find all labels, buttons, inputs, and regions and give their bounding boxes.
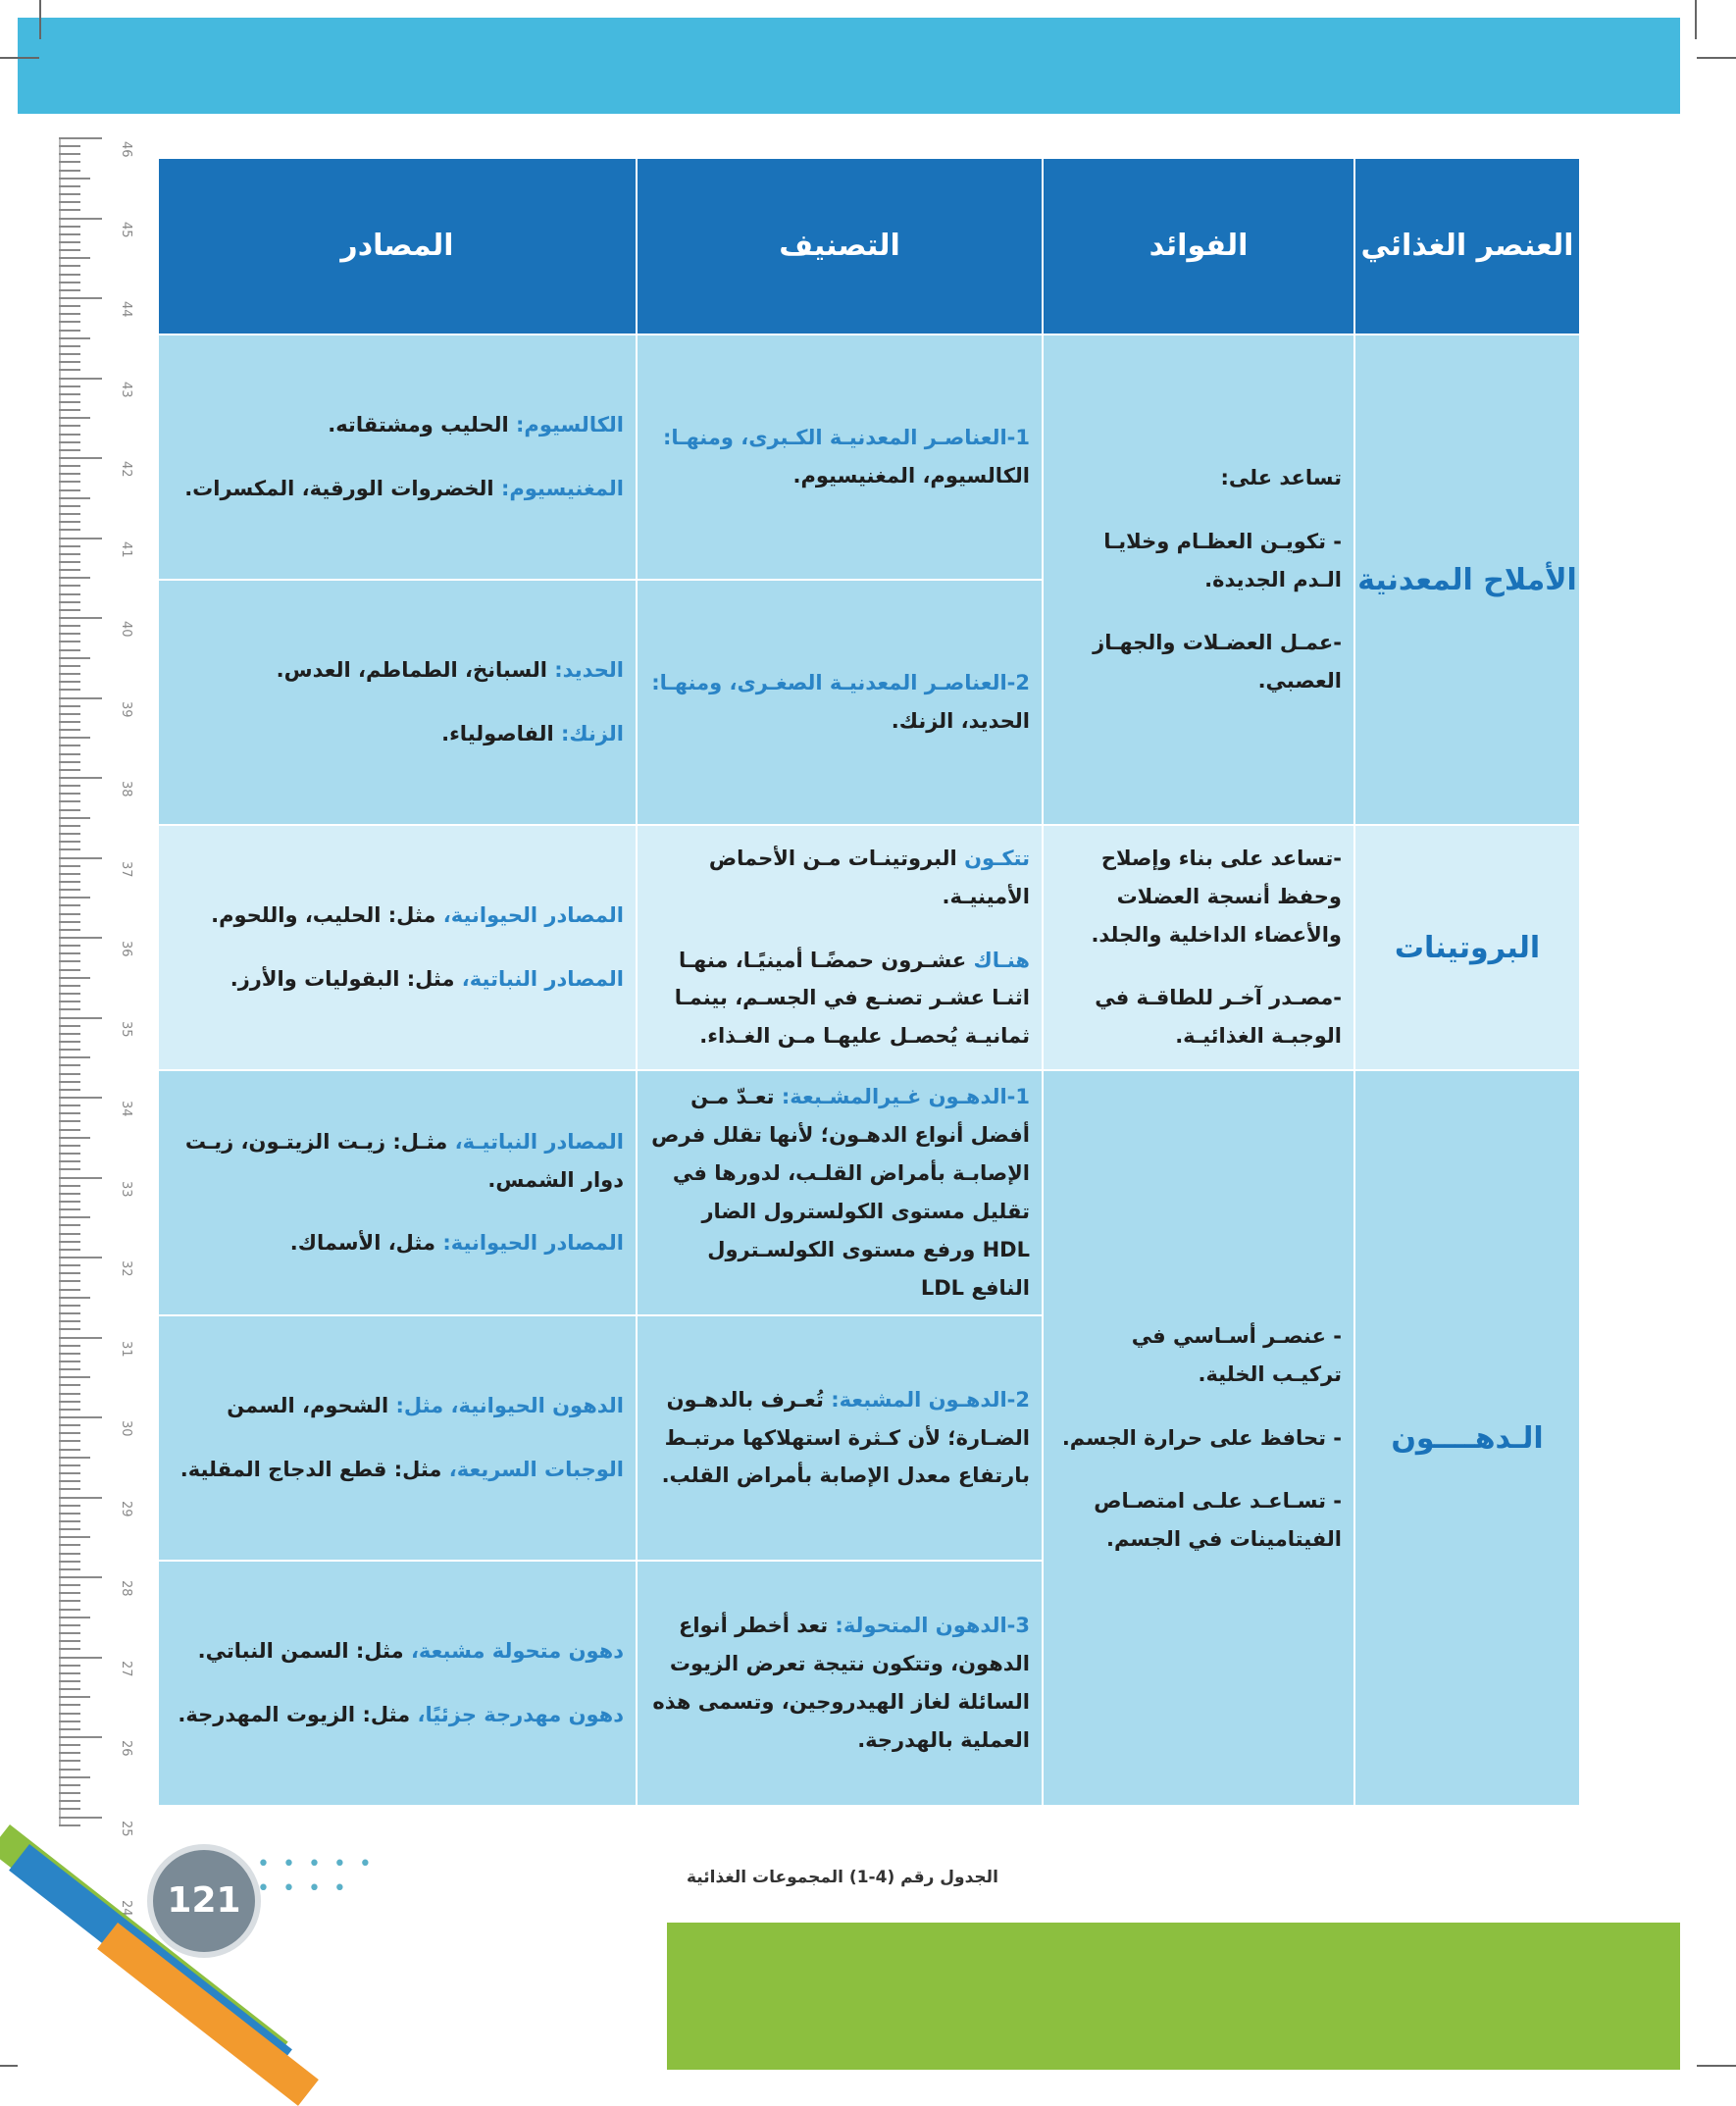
ruler-tick: [59, 297, 102, 299]
ruler-tick: [59, 345, 80, 347]
ruler-tick: [59, 137, 102, 139]
minerals-major-sources: الكالسيوم: الحليب ومشتقاته. المغنيسيوم: الخضروات الورقية، المكسرات.: [158, 334, 637, 580]
ruler-tick: [59, 577, 90, 579]
ruler-tick: [59, 1672, 80, 1674]
ruler-tick: [59, 1097, 102, 1099]
ruler-tick: [59, 1289, 80, 1291]
ruler-tick: [59, 1297, 90, 1299]
ruler-number: 27: [119, 1660, 133, 1677]
table-row: [158, 334, 1580, 580]
crop-mark: [39, 0, 41, 39]
ruler-tick: [59, 1624, 80, 1626]
ruler-tick: [59, 1145, 80, 1147]
ruler-tick: [59, 201, 80, 203]
ruler-tick: [59, 945, 80, 947]
ruler-tick: [59, 1432, 80, 1434]
ruler-tick: [59, 825, 80, 827]
ruler-tick: [59, 857, 102, 859]
ruler-tick: [59, 465, 80, 467]
ruler-tick: [59, 817, 90, 819]
ruler-tick: [59, 1041, 80, 1043]
ruler-tick: [59, 1713, 80, 1715]
ruler-number: 26: [119, 1740, 133, 1757]
ruler-tick: [59, 1177, 102, 1179]
ruler-tick: [59, 960, 80, 962]
ruler-tick: [59, 1536, 90, 1538]
ruler-number: 29: [119, 1500, 133, 1517]
ruler-number: 34: [119, 1101, 133, 1117]
ruler-tick: [59, 569, 80, 571]
ruler-tick: [59, 1137, 90, 1139]
ruler-tick: [59, 1721, 80, 1722]
ruler-tick: [59, 449, 80, 451]
ruler-number: 43: [119, 381, 133, 398]
ruler-tick: [59, 1193, 80, 1195]
fats-sat-sources: الدهون الحيوانية، مثل: الشحوم، السمن الوجبات السريعة، مثل: قطع الدجاج المقلية.: [158, 1315, 637, 1561]
ruler-tick: [59, 625, 80, 627]
ruler-tick: [59, 401, 80, 403]
ruler-tick: [59, 170, 80, 172]
ruler-tick: [59, 609, 80, 611]
minerals-benefits: تساعد على: - تكويـن العظـام وخلايـا الـدم الجديدة. -عمـل العضـلات والجهـاز العصبي.: [1043, 334, 1354, 825]
ruler-tick: [59, 1384, 80, 1386]
ruler-tick: [59, 665, 80, 667]
ruler-number: 36: [119, 941, 133, 957]
ruler-tick: [59, 1025, 80, 1027]
ruler-tick: [59, 1520, 80, 1522]
ruler-tick: [59, 457, 102, 459]
ruler-tick: [59, 1328, 80, 1330]
ruler-tick: [59, 1264, 80, 1266]
ruler-tick: [59, 545, 80, 547]
ruler-tick: [59, 1617, 90, 1618]
ruler-tick: [59, 1584, 80, 1586]
ruler-tick: [59, 848, 80, 850]
ruler-tick: [59, 809, 80, 811]
ruler-tick: [59, 1001, 80, 1002]
ruler-tick: [59, 161, 80, 163]
ruler-tick: [59, 473, 80, 475]
ruler-tick: [59, 785, 80, 787]
ruler-tick: [59, 481, 80, 483]
ruler-tick: [59, 1657, 102, 1659]
ruler-tick: [59, 1089, 80, 1091]
ruler-number: 24: [119, 1900, 133, 1917]
minerals-minor-class: 2-العناصـر المعدنيـة الصغـرى، ومنهـا: الحديد، الزنك.: [637, 580, 1043, 825]
ruler-tick: [59, 1760, 80, 1762]
ruler-tick: [59, 1457, 90, 1459]
ruler-tick: [59, 1017, 102, 1019]
ruler-tick: [59, 913, 80, 915]
ruler-tick: [59, 800, 80, 802]
ruler-tick: [59, 969, 80, 971]
ruler-tick: [59, 1112, 80, 1114]
ruler-tick: [59, 1600, 80, 1602]
ruler-number: 41: [119, 540, 133, 558]
food-groups-table: [157, 157, 1581, 1807]
ruler-tick: [59, 425, 80, 427]
page-number: 121: [147, 1844, 261, 1958]
proteins-name: البروتينات: [1354, 825, 1580, 1070]
ruler-tick: [59, 593, 80, 595]
ruler-tick: [59, 1609, 80, 1611]
ruler-tick: [59, 793, 80, 795]
ruler-tick: [59, 904, 80, 906]
ruler-tick: [59, 409, 80, 411]
ruler-tick: [59, 1744, 80, 1746]
ruler-tick: [59, 497, 90, 499]
ruler-tick: [59, 1449, 80, 1451]
ruler-tick: [59, 505, 80, 507]
ruler-number: 45: [119, 221, 133, 238]
ruler-tick: [59, 1312, 80, 1314]
ruler-tick: [59, 209, 80, 211]
ruler-tick: [59, 777, 102, 779]
ruler-number: 40: [119, 621, 133, 638]
ruler-tick: [59, 1776, 90, 1778]
ruler-tick: [59, 1216, 90, 1218]
ruler-tick: [59, 417, 90, 419]
header-element: العنصر الغذائي: [1354, 158, 1580, 334]
minerals-major-class: 1-العناصـر المعدنيـة الكـبرى، ومنهـا: الكالسيوم، المغنيسيوم.: [637, 334, 1043, 580]
ruler-number: 28: [119, 1580, 133, 1597]
table-row: [158, 825, 1580, 1070]
header-sources: المصادر: [158, 158, 637, 334]
ruler-tick: [59, 1416, 102, 1418]
ruler-tick: [59, 865, 80, 867]
ruler-tick: [59, 1305, 80, 1307]
table-caption: الجدول رقم (4-1) المجموعات الغذائية: [687, 1868, 998, 1887]
ruler-tick: [59, 1224, 80, 1226]
logo-dots: • • • • • • • • •: [257, 1852, 375, 1901]
ruler-tick: [59, 218, 102, 220]
proteins-benefits: -تساعد على بناء وإصلاح وحفظ أنسجة العضلات والأعضاء الداخلية والجلد. -مصـدر آخـر للطاقـة في الوجبـة الغذائيـة.: [1043, 825, 1354, 1070]
ruler-tick: [59, 305, 80, 307]
ruler-tick: [59, 993, 80, 995]
ruler-tick: [59, 929, 80, 931]
ruler-tick: [59, 745, 80, 746]
ruler-tick: [59, 153, 80, 155]
ruler-tick: [59, 1800, 80, 1802]
ruler-tick: [59, 1480, 80, 1482]
ruler-tick: [59, 1064, 80, 1066]
ruler-tick: [59, 1249, 80, 1251]
proteins-sources: المصادر الحيوانية، مثل: الحليب، واللحوم. المصادر النباتية، مثل: البقوليات والأرز.: [158, 825, 637, 1070]
ruler-number: 42: [119, 461, 133, 478]
ruler-tick: [59, 1424, 80, 1426]
header-benefits: الفوائد: [1043, 158, 1354, 334]
ruler-tick: [59, 1401, 80, 1403]
ruler-tick: [59, 1081, 80, 1083]
bottom-green-band: [667, 1923, 1680, 2070]
ruler-tick: [59, 737, 90, 739]
ruler-tick: [59, 841, 80, 843]
ruler-tick: [59, 673, 80, 675]
ruler-tick: [59, 1528, 80, 1530]
proteins-class: تتكـون البروتينـات مـن الأحماض الأمينيـة. هنـاك عشـرون حمضًـا أمينيًـا، منهـا اثنـا عشـر تصنـع في الجسـم، بينمـا ثمانيـة يُحصـل عليهـا مـن الغـذاء.: [637, 825, 1043, 1070]
ruler-tick: [59, 1464, 80, 1466]
ruler-tick: [59, 1792, 80, 1794]
ruler-number: 33: [119, 1180, 133, 1198]
ruler-tick: [59, 1769, 80, 1771]
ruler-tick: [59, 529, 80, 531]
ruler-tick: [59, 1704, 80, 1706]
fats-trans-sources: دهون متحولة مشبعة، مثل: السمن النباتي. دهون مهدرجة جزئيًا، مثل: الزيوت المهدرجة.: [158, 1561, 637, 1806]
ruler-tick: [59, 1592, 80, 1594]
ruler-tick: [59, 434, 80, 436]
ruler-tick: [59, 361, 80, 363]
ruler-tick: [59, 1272, 80, 1274]
ruler-tick: [59, 985, 80, 987]
ruler-tick: [59, 1361, 80, 1362]
ruler-tick: [59, 378, 102, 380]
ruler-tick: [59, 1056, 90, 1058]
ruler-tick: [59, 1561, 80, 1563]
ruler-tick: [59, 681, 80, 683]
ruler-tick: [59, 249, 80, 251]
ruler-tick: [59, 705, 80, 707]
ruler-tick: [59, 1320, 80, 1322]
ruler-tick: [59, 585, 80, 587]
ruler-tick: [59, 185, 80, 187]
ruler-tick: [59, 952, 80, 954]
ruler-tick: [59, 1488, 80, 1490]
ruler-tick: [59, 1033, 80, 1035]
ruler-tick: [59, 729, 80, 731]
ruler-tick: [59, 233, 80, 235]
ruler-tick: [59, 977, 90, 979]
ruler-tick: [59, 1505, 80, 1507]
fats-unsat-class: 1-الدهـون غـيرالمشـبعة: تعـدّ مـن أفضل أنواع الدهـون؛ لأنها تقلل فرص الإصابـة بأمراض القلـب، لدورها في تقليل مستوى الكولسترول الضار HDL ورفع مستوى الكولسـترول النافع LDL: [637, 1070, 1043, 1315]
ruler-tick: [59, 1280, 80, 1282]
ruler-number: 25: [119, 1820, 133, 1837]
ruler-tick: [59, 649, 80, 651]
ruler-tick: [59, 489, 80, 491]
ruler-tick: [59, 521, 80, 523]
ruler-tick: [59, 601, 80, 603]
ruler-number: 31: [119, 1340, 133, 1358]
ruler-tick: [59, 226, 80, 228]
fats-name: الـدهــــون: [1354, 1070, 1580, 1806]
ruler-tick: [59, 1513, 80, 1515]
ruler-tick: [59, 897, 90, 899]
ruler-tick: [59, 441, 80, 443]
ruler-tick: [59, 617, 102, 619]
ruler-tick: [59, 1688, 80, 1690]
fats-trans-class: 3-الدهون المتحولة: تعد أخطر أنواع الدهون، وتتكون نتيجة تعرض الزيوت السائلة لغاز الهيدروجين، وتسمى هذه العملية بالهدرجة.: [637, 1561, 1043, 1806]
ruler-tick: [59, 1752, 80, 1754]
table-row: [158, 1070, 1580, 1315]
ruler-number: 46: [119, 141, 133, 158]
ruler-tick: [59, 1576, 102, 1578]
ruler-tick: [59, 1824, 80, 1826]
ruler-number: 32: [119, 1260, 133, 1277]
ruler-tick: [59, 1409, 80, 1411]
crop-mark: [0, 57, 39, 59]
ruler-number: 39: [119, 700, 133, 718]
fats-benefits: - عنصـر أسـاسي في تركيـب الخلية. - تحافظ على حرارة الجسم. - تسـاعـد علـى امتصـاص الفيتامينات في الجسم.: [1043, 1070, 1354, 1806]
ruler-tick: [59, 265, 80, 267]
ruler-tick: [59, 1736, 102, 1738]
ruler-number: 37: [119, 860, 133, 878]
ruler-tick: [59, 393, 80, 395]
ruler-tick: [59, 753, 80, 755]
ruler-tick: [59, 193, 80, 195]
ruler-tick: [59, 657, 90, 659]
ruler-tick: [59, 1160, 80, 1162]
ruler-tick: [59, 1368, 80, 1370]
ruler-tick: [59, 1208, 80, 1210]
ruler-tick: [59, 1728, 80, 1730]
ruler-tick: [59, 1233, 80, 1235]
crop-mark: [1695, 0, 1697, 39]
ruler-tick: [59, 1817, 102, 1819]
ruler-tick: [59, 689, 80, 691]
ruler-tick: [59, 513, 80, 515]
ruler-tick: [59, 697, 102, 699]
ruler-tick: [59, 1568, 80, 1570]
fats-unsat-sources: المصادر النباتيـة، مثـل: زيـت الزيتـون، زيـت دوار الشمس. المصادر الحيوانية: مثل، الأسماك.: [158, 1070, 637, 1315]
ruler-tick: [59, 1648, 80, 1650]
ruler-tick: [59, 1104, 80, 1106]
ruler-tick: [59, 337, 90, 339]
ruler-tick: [59, 713, 80, 715]
ruler-tick: [59, 721, 80, 723]
ruler-tick: [59, 1353, 80, 1355]
ruler-tick: [59, 321, 80, 323]
ruler-tick: [59, 1680, 80, 1682]
ruler-number: 38: [119, 781, 133, 797]
ruler-tick: [59, 761, 80, 763]
ruler-tick: [59, 282, 80, 283]
ruler-tick: [59, 257, 90, 259]
ruler-tick: [59, 1393, 80, 1395]
ruler-tick: [59, 353, 80, 355]
ruler-tick: [59, 1472, 80, 1474]
ruler-tick: [59, 1553, 80, 1555]
ruler-tick: [59, 178, 90, 180]
ruler-tick: [59, 1808, 80, 1810]
ruler-tick: [59, 1632, 80, 1634]
table-header-row: [158, 158, 1580, 334]
ruler-number: 30: [119, 1420, 133, 1437]
ruler-tick: [59, 385, 80, 387]
ruler-tick: [59, 553, 80, 555]
ruler-tick: [59, 274, 80, 276]
fats-sat-class: 2-الدهـون المشبعة: تُعـرف بالدهـون الضـارة؛ لأن كـثرة استهلاكها مرتبـط بارتفاع معدل الإصابة بأمراض القلب.: [637, 1315, 1043, 1561]
ruler-tick: [59, 641, 80, 642]
ruler-tick: [59, 313, 80, 315]
ruler-tick: [59, 1153, 80, 1155]
ruler-tick: [59, 1376, 90, 1378]
ruler-tick: [59, 873, 80, 875]
ruler-tick: [59, 1640, 80, 1642]
top-band: [18, 18, 1680, 114]
ruler-tick: [59, 1008, 80, 1010]
page-ruler: [59, 137, 147, 1917]
ruler-number: 35: [119, 1020, 133, 1038]
ruler-tick: [59, 833, 80, 835]
ruler-tick: [59, 1696, 90, 1698]
ruler-tick: [59, 330, 80, 332]
ruler-tick: [59, 1201, 80, 1203]
ruler-tick: [59, 1665, 80, 1667]
ruler-tick: [59, 1120, 80, 1122]
ruler-tick: [59, 1440, 80, 1442]
ruler-tick: [59, 921, 80, 923]
ruler-tick: [59, 1337, 102, 1339]
ruler-tick: [59, 561, 80, 563]
ruler-tick: [59, 881, 80, 883]
ruler-tick: [59, 1073, 80, 1075]
ruler-tick: [59, 1185, 80, 1187]
ruler-tick: [59, 241, 80, 243]
ruler-number: 44: [119, 301, 133, 318]
ruler-tick: [59, 1168, 80, 1170]
crop-mark: [1697, 57, 1736, 59]
ruler-tick: [59, 289, 80, 291]
header-classification: التصنيف: [637, 158, 1043, 334]
ruler-tick: [59, 1241, 80, 1243]
minerals-name: الأملاح المعدنية: [1354, 334, 1580, 825]
ruler-tick: [59, 1784, 80, 1786]
ruler-tick: [59, 1257, 102, 1258]
ruler-tick: [59, 1049, 80, 1051]
ruler-tick: [59, 1345, 80, 1347]
ruler-tick: [59, 538, 102, 539]
ruler-tick: [59, 369, 80, 371]
ruler-tick: [59, 145, 80, 147]
minerals-minor-sources: الحديد: السبانخ، الطماطم، العدس. الزنك: الفاصولياء.: [158, 580, 637, 825]
ruler-tick: [59, 1129, 80, 1131]
ruler-tick: [59, 1544, 80, 1546]
ruler-tick: [59, 889, 80, 891]
ruler-tick: [59, 769, 80, 771]
crop-mark: [1697, 2065, 1736, 2067]
ruler-tick: [59, 937, 102, 939]
ruler-tick: [59, 633, 80, 635]
ruler-tick: [59, 1497, 102, 1499]
